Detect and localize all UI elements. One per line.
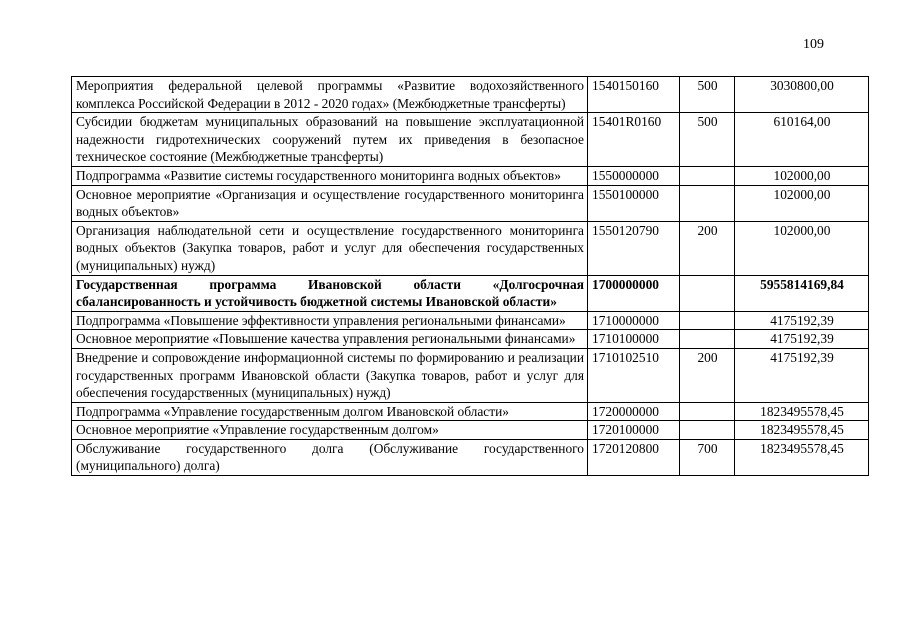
row-amount-cell: 4175192,39 — [735, 330, 869, 349]
row-amount-cell: 610164,00 — [735, 113, 869, 167]
table-row — [72, 330, 869, 349]
row-type-cell — [680, 275, 735, 311]
row-name-cell: Подпрограмма «Повышение эффективности управления региональными финансами» — [72, 311, 588, 330]
row-type-cell — [680, 330, 735, 349]
row-amount-cell: 1823495578,45 — [735, 421, 869, 440]
row-code-cell: 15401R0160 — [588, 113, 680, 167]
row-type-cell: 200 — [680, 348, 735, 402]
row-code-cell: 1710100000 — [588, 330, 680, 349]
page-number: 109 — [803, 37, 824, 52]
row-type-cell: 700 — [680, 439, 735, 475]
row-name-cell: Основное мероприятие «Повышение качества управления региональными финансами» — [72, 330, 588, 349]
row-name-cell: Государственная программа Ивановской области «Долгосрочная сбалансированность и устойчивость бюджетной системы Ивановской области» — [72, 275, 588, 311]
row-code-cell: 1710000000 — [588, 311, 680, 330]
row-code-cell: 1720000000 — [588, 402, 680, 421]
table-row — [72, 275, 869, 311]
budget-table — [71, 76, 869, 476]
row-code-cell: 1720120800 — [588, 439, 680, 475]
row-code-cell: 1550100000 — [588, 185, 680, 221]
row-amount-cell: 5955814169,84 — [735, 275, 869, 311]
row-amount-cell: 1823495578,45 — [735, 402, 869, 421]
row-name-cell: Основное мероприятие «Управление государственным долгом» — [72, 421, 588, 440]
table-row — [72, 113, 869, 167]
row-name-cell: Подпрограмма «Развитие системы государственного мониторинга водных объектов» — [72, 166, 588, 185]
table-row — [72, 166, 869, 185]
row-code-cell: 1710102510 — [588, 348, 680, 402]
row-name-cell: Подпрограмма «Управление государственным долгом Ивановской области» — [72, 402, 588, 421]
row-type-cell — [680, 402, 735, 421]
table-row — [72, 402, 869, 421]
row-amount-cell: 102000,00 — [735, 166, 869, 185]
table-row — [72, 421, 869, 440]
row-name-cell: Обслуживание государственного долга (Обслуживание государственного (муниципального) долга) — [72, 439, 588, 475]
row-type-cell — [680, 185, 735, 221]
row-name-cell: Организация наблюдательной сети и осуществление государственного мониторинга водных объектов (Закупка товаров, работ и услуг для обеспечения государственных (муниципальных) нужд) — [72, 221, 588, 275]
table-row — [72, 439, 869, 475]
budget-table-body — [72, 77, 869, 476]
table-row — [72, 348, 869, 402]
row-code-cell: 1700000000 — [588, 275, 680, 311]
row-type-cell: 200 — [680, 221, 735, 275]
row-amount-cell: 3030800,00 — [735, 77, 869, 113]
table-row — [72, 311, 869, 330]
row-type-cell — [680, 166, 735, 185]
row-amount-cell: 4175192,39 — [735, 348, 869, 402]
row-type-cell: 500 — [680, 113, 735, 167]
row-type-cell — [680, 311, 735, 330]
row-type-cell — [680, 421, 735, 440]
row-amount-cell: 4175192,39 — [735, 311, 869, 330]
row-code-cell: 1720100000 — [588, 421, 680, 440]
row-code-cell: 1550000000 — [588, 166, 680, 185]
row-type-cell: 500 — [680, 77, 735, 113]
row-name-cell: Основное мероприятие «Организация и осуществление государственного мониторинга водных объектов» — [72, 185, 588, 221]
row-name-cell: Субсидии бюджетам муниципальных образований на повышение эксплуатационной надежности гидротехнических сооружений путем их приведения в безопасное техническое состояние (Межбюджетные трансферты) — [72, 113, 588, 167]
row-amount-cell: 1823495578,45 — [735, 439, 869, 475]
row-code-cell: 1550120790 — [588, 221, 680, 275]
table-row — [72, 185, 869, 221]
table-row — [72, 221, 869, 275]
row-code-cell: 1540150160 — [588, 77, 680, 113]
row-amount-cell: 102000,00 — [735, 185, 869, 221]
row-amount-cell: 102000,00 — [735, 221, 869, 275]
row-name-cell: Внедрение и сопровождение информационной системы по формированию и реализации государственных программ Ивановской области (Закупка товаров, работ и услуг для обеспечения государственных (муниципальных) нужд) — [72, 348, 588, 402]
table-row — [72, 77, 869, 113]
row-name-cell: Мероприятия федеральной целевой программы «Развитие водохозяйственного комплекса Российской Федерации в 2012 - 2020 годах» (Межбюджетные трансферты) — [72, 77, 588, 113]
